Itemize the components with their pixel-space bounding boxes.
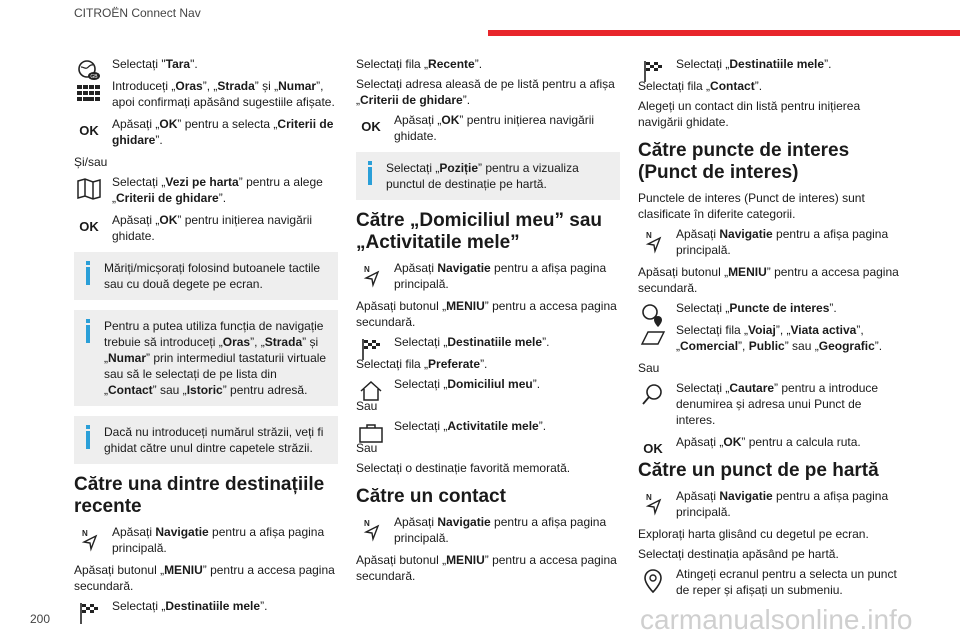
- ok-icon: OK: [643, 441, 663, 456]
- ok-icon: OK: [79, 123, 99, 138]
- step-my-destinations: Selectați „Destinatiile mele”.: [638, 56, 902, 72]
- select-recent-tab: Selectați fila „Recente”.: [356, 57, 483, 71]
- menu-instruction: Apăsați butonul „MENIU” pentru a accesa pagina secundară.: [356, 299, 617, 329]
- step-ok-criteria: OK Apăsați „OK” pentru a selecta „Criterii de ghidare”.: [74, 116, 338, 148]
- select-contact-tab: Selectați fila „Contact”.: [638, 79, 763, 93]
- select-address: Selectați adresa aleasă de pe listă pentru a afișa „Criterii de ghidare”.: [356, 77, 615, 107]
- location-pin-icon: [638, 566, 668, 596]
- info-icon: [86, 319, 90, 343]
- watermark: carmanualsonline.info: [640, 604, 913, 635]
- home-icon: [356, 376, 386, 406]
- menu-instruction: Apăsați butonul „MENIU” pentru a accesa pagina secundară.: [638, 265, 899, 295]
- svg-text:N: N: [364, 265, 370, 274]
- svg-text:N: N: [646, 231, 652, 240]
- info-note-street: Dacă nu introduceți numărul străzii, veți fi ghidat către unul dintre capetele străzii.: [74, 416, 338, 464]
- svg-text:GB: GB: [90, 74, 98, 80]
- column-2: [356, 56, 620, 588]
- checkered-flag-icon: [74, 598, 104, 628]
- info-icon: [86, 425, 90, 449]
- navigation-arrow-icon: [638, 488, 668, 518]
- step-ok-start: OK Apăsați „OK” pentru inițierea navigării ghidate.: [74, 212, 338, 244]
- select-favorites-tab: Selectați fila „Preferate”.: [356, 357, 488, 371]
- navigation-arrow-icon: [74, 524, 104, 554]
- step-enter-address: Introduceți „Oras”, „Strada” și „Numar”, apoi confirmați apăsând sugestiile afișate.: [74, 78, 338, 110]
- keyboard-icon: [74, 78, 104, 108]
- step-press-navigation: N Apăsați Navigatie pentru a afișa pagina principală.: [638, 226, 902, 258]
- select-destination: Selectați destinația apăsând pe hartă.: [638, 547, 839, 561]
- info-note-position: Selectați „Poziție” pentru a vizualiza punctul de destinație pe hartă.: [356, 152, 620, 200]
- checkered-flag-icon: [638, 56, 668, 86]
- search-icon: [638, 380, 668, 410]
- step-press-navigation: N Apăsați Navigatie pentru a afișa pagina principală.: [356, 260, 620, 292]
- briefcase-icon: [356, 418, 386, 448]
- section-heading-map-point: Către un punct de pe hartă: [638, 460, 879, 481]
- info-icon: [86, 261, 90, 285]
- map-icon: [74, 174, 104, 204]
- step-touch-screen: Atingeți ecranul pentru a selecta un punct de reper și afișați un submeniu.: [638, 566, 902, 598]
- running-header: CITROËN Connect Nav: [74, 6, 201, 20]
- checkered-flag-icon: [356, 334, 386, 364]
- svg-text:N: N: [646, 493, 652, 502]
- explore-map: Explorați harta glisând cu degetul pe ecran.: [638, 527, 869, 541]
- step-select-country: GB Selectați "Tara".: [74, 56, 338, 72]
- svg-text:N: N: [82, 529, 88, 538]
- step-points-of-interest: Selectați „Puncte de interes”.: [638, 300, 902, 316]
- ok-icon: OK: [361, 119, 381, 134]
- poi-description: Punctele de interes (Punct de interes) sunt clasificate în diferite categorii.: [638, 191, 865, 221]
- step-my-destinations: Selectați „Destinatiile mele”.: [356, 334, 620, 350]
- step-my-home: Selectați „Domiciliul meu”.: [356, 376, 620, 392]
- ok-icon: OK: [79, 219, 99, 234]
- column-1: [74, 56, 338, 620]
- section-heading-recent: Către una dintre destinațiile recente: [74, 474, 325, 517]
- step-press-navigation: N Apăsați Navigatie pentru a afișa pagina principală.: [74, 524, 338, 556]
- navigation-arrow-icon: [638, 226, 668, 256]
- and-or-label: Și/sau: [74, 155, 108, 169]
- menu-instruction: Apăsați butonul „MENIU” pentru a accesa pagina secundară.: [74, 563, 335, 593]
- step-ok-start: OK Apăsați „OK” pentru inițierea navigării ghidate.: [356, 112, 620, 144]
- category-tabs-icon: [638, 322, 668, 352]
- or-label: Sau: [356, 441, 378, 455]
- step-select-category-tab: Selectați fila „Voiaj”, „Viata activa”, „Comercial”, Public” sau „Geografic”.: [638, 322, 902, 354]
- step-my-destinations: Selectați „Destinatiile mele”.: [74, 598, 338, 614]
- step-press-navigation: N Apăsați Navigatie pentru a afișa pagina principală.: [638, 488, 902, 520]
- select-stored-favorite: Selectați o destinație favorită memorată.: [356, 461, 571, 475]
- column-3: [638, 56, 902, 604]
- svg-text:N: N: [364, 519, 370, 528]
- step-view-map: Selectați „Vezi pe harta” pentru a alege „Criterii de ghidare”.: [74, 174, 338, 206]
- step-ok-route: OK Apăsați „OK” pentru a calcula ruta.: [638, 434, 902, 450]
- info-note-keyboard: Pentru a putea utiliza funcția de navigație trebuie să introduceți „Oras”, „Strada” și „Numar” prin intermediul tastaturii virtuale sau să le selectați de pe lista din „Contact” sau „Istoric” pentru adresă.: [74, 310, 338, 406]
- menu-instruction: Apăsați butonul „MENIU” pentru a accesa pagina secundară.: [356, 553, 617, 583]
- header-accent-bar: [488, 30, 960, 36]
- navigation-arrow-icon: [356, 260, 386, 290]
- step-search: Selectați „Cautare” pentru a introduce denumirea și adresa unui Punct de interes.: [638, 380, 902, 428]
- navigation-arrow-icon: [356, 514, 386, 544]
- section-heading-poi: Către puncte de interes (Punct de interes): [638, 140, 850, 183]
- step-press-navigation: N Apăsați Navigatie pentru a afișa pagina principală.: [356, 514, 620, 546]
- section-heading-home-work: Către „Domiciliul meu” sau „Activitatile mele”: [356, 210, 603, 253]
- page-number: 200: [30, 612, 51, 626]
- info-icon: [368, 161, 372, 185]
- or-label: Sau: [356, 399, 378, 413]
- info-note-zoom: Măriți/micșorați folosind butoanele tactile sau cu două degete pe ecran.: [74, 252, 338, 300]
- choose-contact: Alegeți un contact din listă pentru inițierea navigării ghidate.: [638, 99, 861, 129]
- section-heading-contact: Către un contact: [356, 486, 506, 507]
- step-my-work: Selectați „Activitatile mele”.: [356, 418, 620, 434]
- or-label: Sau: [638, 361, 660, 375]
